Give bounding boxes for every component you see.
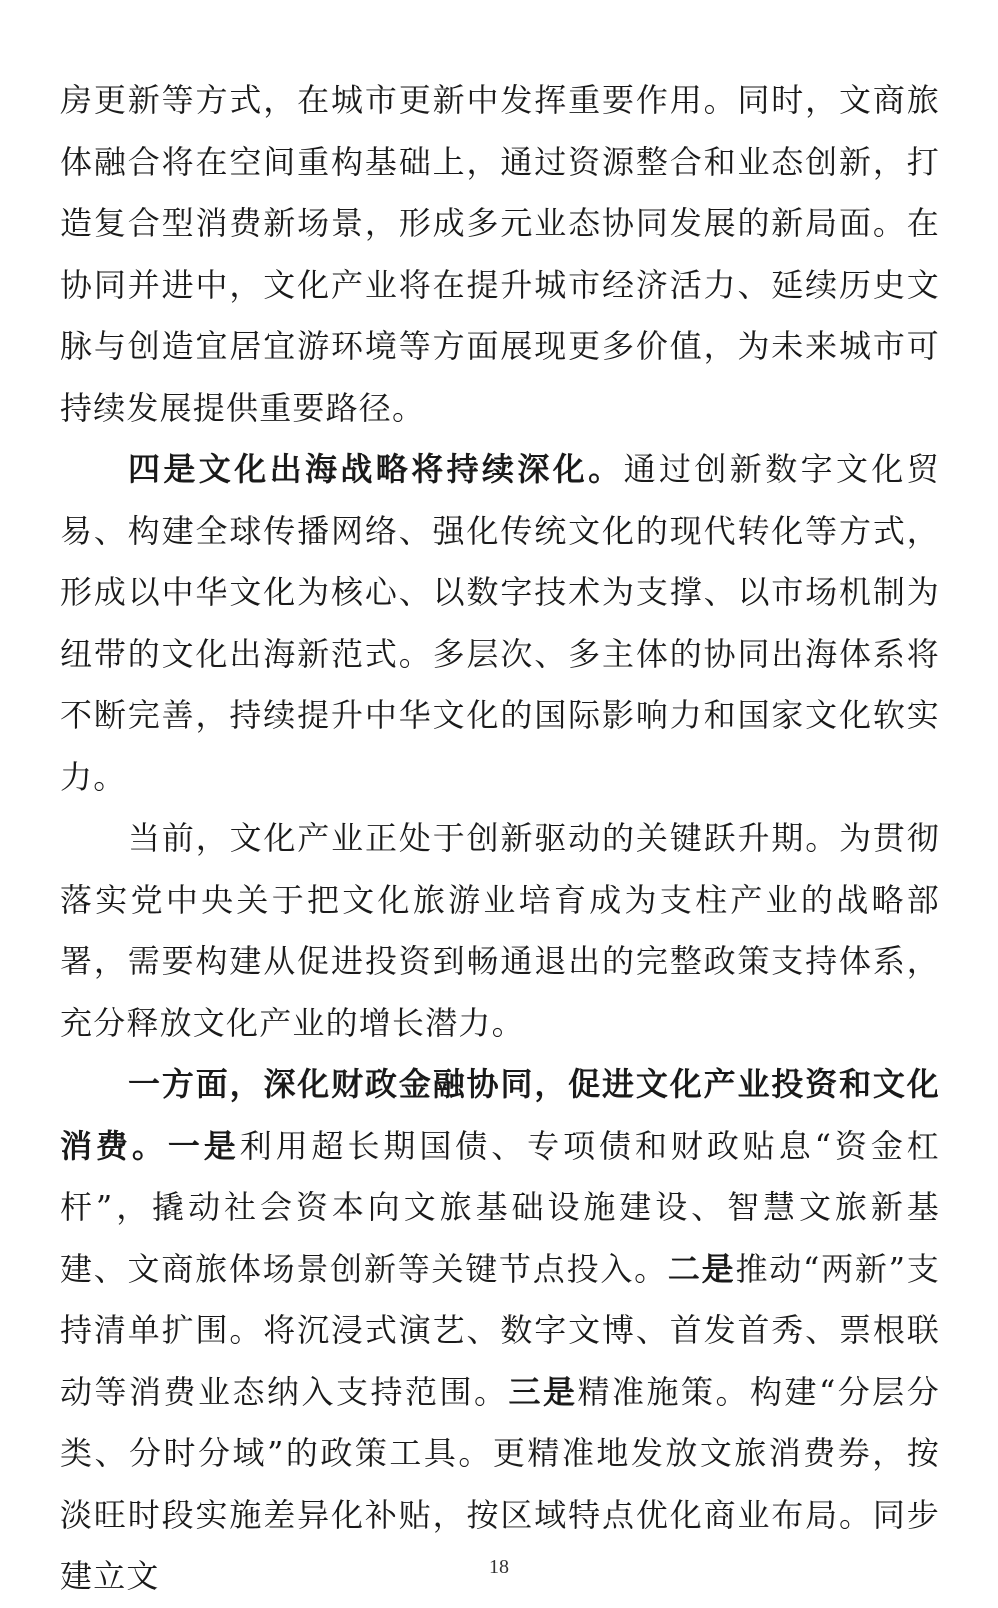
item-marker-three: 三是 <box>508 1372 578 1411</box>
item-marker-two: 二是 <box>667 1249 736 1288</box>
paragraph-text: 当前，文化产业正处于创新驱动的关键跃升期。为贯彻落实党中央关于把文化旅游业培育成为支柱产业的战略部署，需要构建从促进投资到畅通退出的完整政策支持体系，充分释放文化产业的增长潜力。 <box>60 819 940 1042</box>
paragraph-urban-renewal <box>60 70 940 439</box>
bold-lead: 四是文化出海战略将持续深化。 <box>128 450 624 488</box>
paragraph-current-situation <box>60 808 940 1054</box>
page-number: 18 <box>489 1556 509 1578</box>
item-marker-one: 一是 <box>167 1126 240 1165</box>
item-text-one: 利用超长期国债、专项债和财政贴息“资金杠杆”，撬动社会资本向文旅基础设施建设、智慧文旅新基建、文商旅体场景创新等关键节点投入。 <box>60 1126 940 1288</box>
paragraph-culture-going-global <box>60 439 940 808</box>
item-text-two: 推动“两新”支持清单扩围。将沉浸式演艺、数字文博、首发首秀、票根联动等消费业态纳入支持范围。 <box>60 1249 940 1411</box>
paragraph-text: 房更新等方式，在城市更新中发挥重要作用。同时，文商旅体融合将在空间重构基础上，通过资源整合和业态创新，打造复合型消费新场景，形成多元业态协同发展的新局面。在协同并进中，文化产业将在提升城市经济活力、延续历史文脉与创造宜居宜游环境等方面展现更多价值，为未来城市可持续发展提供重要路径。 <box>60 81 940 427</box>
paragraph-fiscal-financial-synergy <box>60 1054 940 1608</box>
document-body <box>60 70 940 1608</box>
paragraph-text: 通过创新数字文化贸易、构建全球传播网络、强化传统文化的现代转化等方式，形成以中华文化为核心、以数字技术为支撑、以市场机制为纽带的文化出海新范式。多层次、多主体的协同出海体系将不断完善，持续提升中华文化的国际影响力和国家文化软实力。 <box>60 450 940 796</box>
bold-lead: 一方面，深化财政金融协同，促进文化产业投资和文化消费。 <box>60 1065 940 1165</box>
item-text-three: 精准施策。构建“分层分类、分时分域”的政策工具。更精准地发放文旅消费券，按淡旺时段实施差异化补贴，按区域特点优化商业布局。同步建立文 <box>60 1372 940 1595</box>
